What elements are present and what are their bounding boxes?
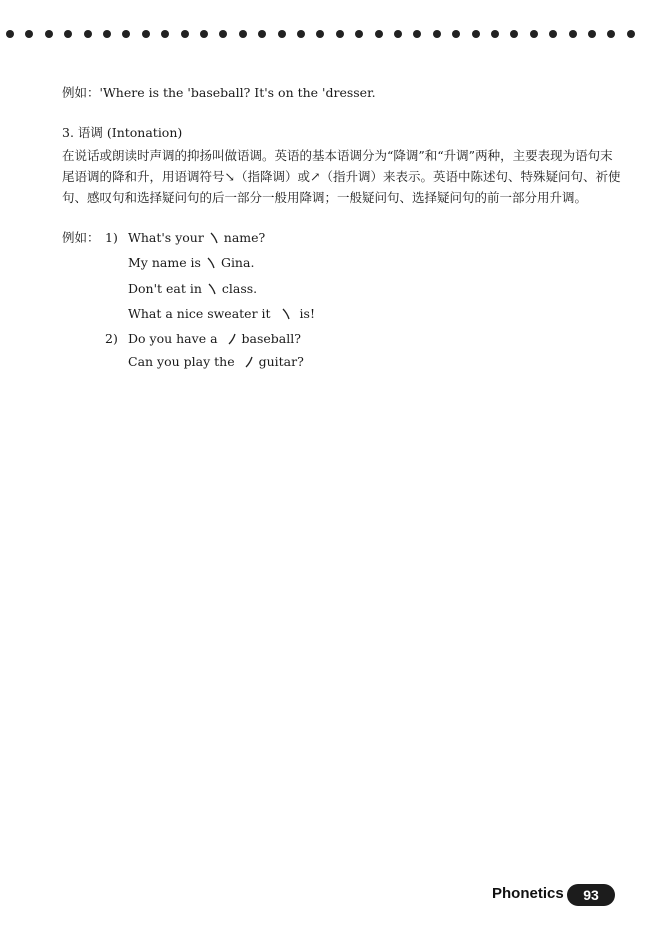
example-text: baseball? — [241, 331, 301, 346]
example-prefix: 例如： — [62, 230, 100, 245]
binding-dot — [25, 30, 33, 38]
binding-dot — [530, 30, 538, 38]
falling-example-4 — [128, 305, 315, 323]
binding-dot — [472, 30, 480, 38]
example-text: My name is — [128, 255, 201, 270]
binding-dot — [607, 30, 615, 38]
falling-tone-icon — [209, 232, 219, 244]
binding-dot — [433, 30, 441, 38]
falling-tone-icon — [206, 257, 216, 269]
binding-dots — [0, 30, 650, 38]
binding-dot — [627, 30, 635, 38]
group2-number: 2) — [105, 331, 118, 346]
binding-dot — [239, 30, 247, 38]
example-text: What a nice sweater it — [128, 306, 271, 321]
group1-number: 1) — [105, 230, 118, 245]
falling-tone-icon — [281, 308, 291, 320]
binding-dot — [355, 30, 363, 38]
example-text: class. — [221, 281, 258, 296]
rising-example-2 — [128, 353, 304, 371]
falling-example-1 — [128, 229, 265, 247]
stress-example-prefix: 例如： — [62, 85, 100, 100]
rising-tone-icon — [227, 333, 237, 345]
binding-dot — [452, 30, 460, 38]
binding-dot — [336, 30, 344, 38]
rising-tone-icon — [244, 356, 254, 368]
binding-dot — [258, 30, 266, 38]
binding-dot — [6, 30, 14, 38]
binding-dot — [64, 30, 72, 38]
falling-tone-icon — [207, 283, 217, 295]
falling-example-2 — [128, 254, 254, 272]
binding-dot — [122, 30, 130, 38]
example-text: name? — [223, 230, 266, 245]
binding-dot — [84, 30, 92, 38]
example-text: is! — [299, 306, 315, 321]
falling-example-3 — [128, 280, 257, 298]
binding-dot — [491, 30, 499, 38]
binding-dot — [297, 30, 305, 38]
binding-dot — [316, 30, 324, 38]
binding-dot — [375, 30, 383, 38]
example-text: guitar? — [258, 354, 304, 369]
binding-dot — [200, 30, 208, 38]
page-number-badge: 93 — [567, 884, 615, 906]
binding-dot — [181, 30, 189, 38]
stress-example-text: 'Where is the 'baseball? It's on the 'dresser. — [99, 85, 376, 100]
binding-dot — [569, 30, 577, 38]
binding-dot — [142, 30, 150, 38]
section-heading: 3. 语调 (Intonation) — [62, 125, 183, 140]
binding-dot — [103, 30, 111, 38]
example-text: Do you have a — [128, 331, 218, 346]
binding-dot — [394, 30, 402, 38]
binding-dot — [45, 30, 53, 38]
section-title: Phonetics — [492, 885, 564, 902]
binding-dot — [588, 30, 596, 38]
example-text: Don't eat in — [128, 281, 202, 296]
binding-dot — [413, 30, 421, 38]
rising-example-1 — [128, 330, 301, 348]
binding-dot — [161, 30, 169, 38]
binding-dot — [278, 30, 286, 38]
binding-dot — [219, 30, 227, 38]
example-text: What's your — [128, 230, 204, 245]
binding-dot — [549, 30, 557, 38]
intonation-paragraph: 在说话或朗读时声调的抑扬叫做语调。英语的基本语调分为“降调”和“升调”两种，主要表现为语句末尾语调的降和升，用语调符号↘（指降调）或↗（指升调）来表示。英语中陈述句、特殊疑问句、祈使句、感叹句和选择疑问句的后一部分一般用降调；一般疑问句、选择疑问句的前一部分用升调。 — [62, 148, 621, 205]
stress-example — [62, 84, 376, 102]
binding-dot — [510, 30, 518, 38]
example-text: Gina. — [220, 255, 255, 270]
example-text: Can you play the — [128, 354, 235, 369]
